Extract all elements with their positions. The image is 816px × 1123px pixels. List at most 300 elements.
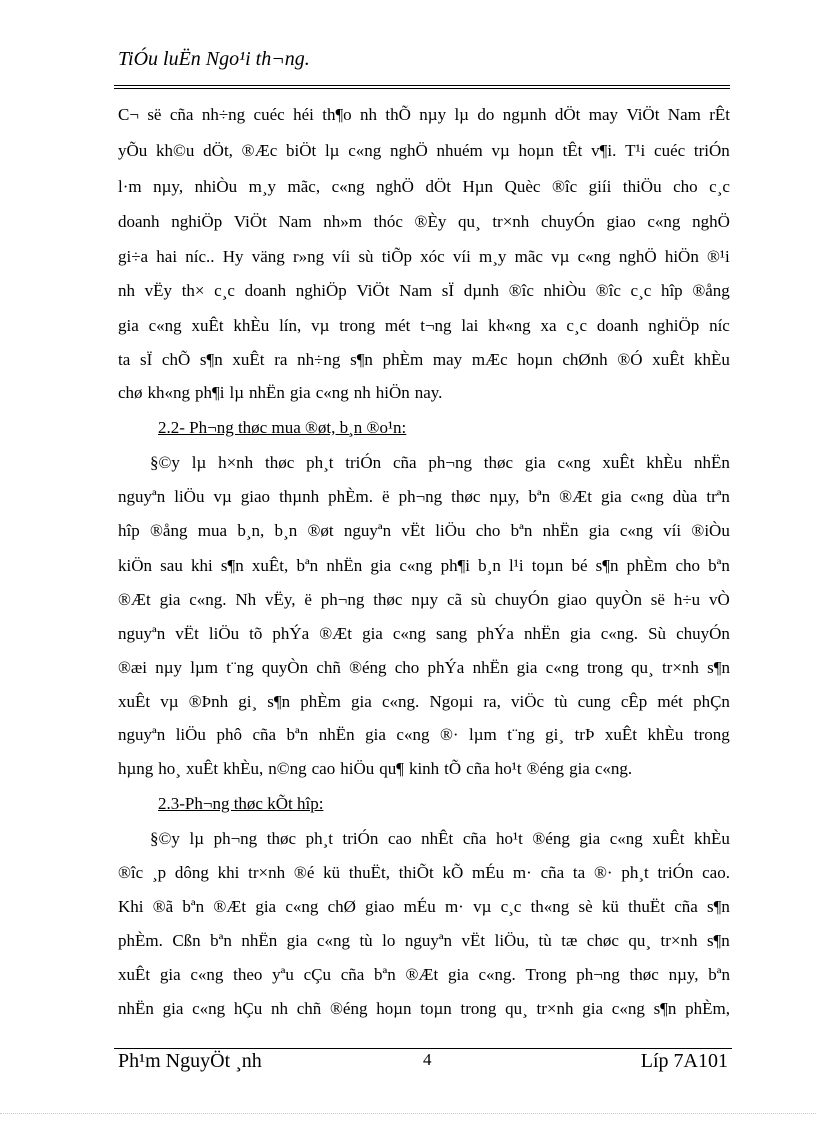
text-line [118, 485, 730, 509]
word: th«ng [530, 897, 570, 916]
word: m· [444, 897, 464, 916]
word: nhiÒu [543, 281, 587, 300]
word: vµ [473, 897, 492, 916]
word: ®Æt [559, 487, 592, 506]
word: lo [382, 931, 396, 950]
word: ®Æt [405, 965, 439, 984]
word: c¸c [566, 316, 588, 335]
word: Trong [525, 965, 567, 984]
word: nghiÖp [171, 212, 223, 231]
text-line [150, 827, 730, 851]
word: thÕ [385, 105, 411, 124]
word: c«ng. [600, 624, 639, 643]
word: cña [392, 453, 417, 472]
word: m¸y [248, 177, 276, 196]
word: c«ng. [478, 965, 516, 984]
word: liÖu [174, 487, 205, 506]
word: sù [358, 247, 374, 266]
word: s¶n [707, 897, 730, 916]
word: h×nh [218, 453, 254, 472]
word: giao [557, 590, 587, 609]
word: c«ng [647, 212, 681, 231]
word: c¸c [709, 177, 730, 196]
word: ®¹i [707, 247, 730, 266]
word: theo [233, 965, 263, 984]
word: c«ng [192, 999, 226, 1018]
word: cao. [702, 863, 730, 882]
word: ®Æt [118, 590, 151, 609]
word: c«ng [348, 141, 382, 160]
word: sÏ [441, 281, 455, 300]
word: ®îc [551, 177, 578, 196]
word: nh [353, 383, 371, 402]
word: kh©u [156, 141, 195, 160]
word: ®éng [526, 759, 565, 778]
word: doanh [596, 316, 639, 335]
word: hoµn [518, 141, 554, 160]
word: hoµn [376, 999, 412, 1018]
word: ®Ó [617, 350, 643, 369]
word: lµ [324, 141, 340, 160]
word: ®éng [330, 999, 368, 1018]
word: thøc [266, 829, 297, 848]
word: yªu [272, 965, 294, 984]
word: gi¸ [545, 725, 565, 744]
word: c«ng [315, 383, 349, 402]
word: ®Æc [241, 141, 278, 160]
word: víi [332, 247, 351, 266]
word: hoµn [517, 350, 553, 369]
word: lµ [191, 453, 207, 472]
word: khÈu [646, 453, 683, 472]
word: tæ [561, 931, 578, 950]
word: nh»m [323, 212, 362, 231]
word: tÕ [444, 759, 462, 778]
text-line [118, 690, 730, 714]
word: xuÊt [602, 453, 635, 472]
word: ®iÒu [691, 521, 730, 540]
word: vµ [551, 247, 570, 266]
word: l·m [118, 177, 142, 196]
word: mÉu [472, 863, 505, 882]
word: mÉu [403, 897, 436, 916]
word: khi [191, 556, 213, 575]
word: ®éng [532, 829, 570, 848]
word: bªn [528, 487, 551, 506]
word: sù [470, 590, 487, 609]
word: triÓn [342, 829, 379, 848]
word: nghÖ [376, 177, 414, 196]
word: c«ng [285, 897, 319, 916]
word: chuyÓn [494, 590, 549, 609]
word: ®Èy [414, 212, 447, 231]
word: tr×nh [661, 658, 699, 677]
text-line [118, 519, 730, 543]
word: c«ng [148, 316, 182, 335]
word: bªn [374, 965, 396, 984]
word: xuÊt [185, 759, 219, 778]
word: lµm [469, 725, 497, 744]
text-line [118, 554, 730, 578]
word: ®îc [595, 281, 621, 300]
word: ta [118, 350, 131, 369]
word: khÈu [233, 316, 270, 335]
word: hai [156, 247, 178, 266]
word: c«ng. [381, 692, 420, 711]
word: c«ng [190, 965, 224, 984]
word: thøc [483, 453, 514, 472]
text-line [118, 588, 730, 612]
word: mÆc [471, 350, 508, 369]
word: gia [362, 624, 383, 643]
word: cho [673, 177, 698, 196]
word: gi÷a [118, 247, 149, 266]
word: xuÊt [652, 350, 685, 369]
word: ®Æt [213, 897, 247, 916]
word: ho¸ [158, 759, 181, 778]
word: hiÖn [664, 247, 699, 266]
word: trong [460, 999, 497, 1018]
word: nhËn [241, 931, 278, 950]
word: biÖt [285, 141, 317, 160]
word: trong [693, 725, 730, 744]
word: nµy, [668, 965, 699, 984]
word: tÊt [562, 141, 583, 160]
word: ®æi [118, 658, 147, 677]
header-double-rule [114, 85, 730, 89]
word: chñ [296, 999, 322, 1018]
footer-class-label: Líp 7A101 [640, 1050, 728, 1072]
word: vµ [213, 487, 232, 506]
word: bªn [182, 897, 205, 916]
word: c¸c [630, 281, 652, 300]
word: r»ng [292, 247, 325, 266]
word: xuÊt [232, 350, 265, 369]
word: c«ng [545, 658, 579, 677]
word: kÕ [442, 863, 464, 882]
text-line [118, 861, 730, 885]
word: rÊt [709, 105, 730, 124]
word: khi [217, 863, 240, 882]
word: xa [540, 316, 557, 335]
word: sang [435, 624, 468, 643]
word: gia [600, 487, 622, 506]
word: Nam [667, 105, 701, 124]
word: nhËn [472, 658, 509, 677]
word: quyÒn [595, 590, 642, 609]
word: ph¬ng [398, 487, 443, 506]
word: liÖu [435, 521, 466, 540]
word: phÝa [477, 624, 514, 643]
word: hîp [660, 281, 683, 300]
word: nµy [411, 590, 439, 609]
word: kh«ng [147, 383, 191, 402]
word: ph¬ng [213, 829, 258, 848]
word: c¸c [214, 281, 235, 300]
page-header-title: TiÓu luËn Ngo¹i th¬ng. [118, 48, 310, 70]
word: gia [159, 590, 181, 609]
word: bªn [510, 521, 533, 540]
word: trong [339, 316, 376, 335]
word: thiÖu [622, 177, 662, 196]
word: nhËn [693, 453, 730, 472]
word: cña [252, 725, 277, 744]
word: s¶n [595, 556, 619, 575]
text-line [118, 348, 730, 372]
word: cuéc [654, 141, 686, 160]
word: gia [365, 725, 386, 744]
word: thøc [373, 590, 403, 609]
word: ®îc [118, 863, 144, 882]
word: t¨ng [226, 658, 254, 677]
footer-rule [114, 1048, 732, 1049]
word: ®Æt [319, 624, 353, 643]
word: tr×nh [536, 999, 574, 1018]
word: nh÷ng [201, 105, 246, 124]
word: chÕ [161, 350, 191, 369]
word: ViÖt [356, 281, 390, 300]
word: mua [197, 521, 228, 540]
word: trªn [706, 487, 730, 506]
word: thuËt [628, 897, 665, 916]
word: liÖu [175, 725, 206, 744]
word: ta [572, 863, 586, 882]
word: thuËt, [348, 863, 390, 882]
word: vËy [144, 281, 173, 300]
word: phô [216, 725, 242, 744]
word: nhÊt [421, 829, 454, 848]
word: triÓn [657, 863, 694, 882]
word: s¶n [707, 658, 730, 677]
word: bªn [210, 931, 232, 950]
word: qu¸ [631, 658, 654, 677]
word: toµn [531, 556, 564, 575]
word: xuÊt [652, 829, 685, 848]
word: th× [181, 281, 205, 300]
word: kinh [408, 759, 440, 778]
word: vËy, [265, 590, 296, 609]
word: §©y [150, 829, 180, 848]
word: níc [709, 316, 730, 335]
word: víi [452, 247, 471, 266]
word: chø [118, 383, 143, 402]
word: §©y [150, 453, 180, 472]
word: do [477, 105, 495, 124]
word: nay. [414, 383, 443, 402]
word: bªn [286, 725, 309, 744]
word: s¶n [350, 350, 373, 369]
word: ®· [593, 863, 613, 882]
word: lai [461, 316, 479, 335]
word: ph¸t [306, 453, 334, 472]
word: gia [289, 383, 311, 402]
word: Hy [222, 247, 244, 266]
word: ph¬ng [320, 590, 365, 609]
word: cho [394, 658, 420, 677]
word: Nh [235, 590, 257, 609]
word: yÕu [118, 141, 148, 160]
word: dÖt [425, 177, 451, 196]
word: cao [387, 829, 412, 848]
word: c«ng [316, 931, 350, 950]
text-line [118, 997, 730, 1021]
word: mét [657, 692, 683, 711]
text-line [118, 381, 730, 405]
word: vËt [461, 931, 486, 950]
word: vËt [401, 521, 425, 540]
word: së [650, 590, 665, 609]
text-line [118, 963, 730, 987]
word: t¬ng [420, 316, 452, 335]
word: ®îc [508, 281, 534, 300]
page-number: 4 [423, 1050, 432, 1069]
word: c«ng [577, 247, 611, 266]
word: gia [447, 965, 469, 984]
word: tr×nh [248, 863, 286, 882]
word: kiÖn [118, 556, 152, 575]
word: nguyªn [343, 521, 392, 540]
word: xuÊt [191, 316, 224, 335]
word: c«ng [399, 556, 433, 575]
word: c«ng. [594, 759, 633, 778]
word: tr×nh [660, 931, 698, 950]
word: phÝa [272, 624, 310, 643]
word: c¸c [500, 897, 522, 916]
word: lµ [454, 105, 469, 124]
word: cao [311, 759, 336, 778]
word: gia [118, 316, 139, 335]
word: níc.. [185, 247, 215, 266]
footer-author: Ph¹m NguyÖt ¸nh [118, 1050, 262, 1072]
word: ®Þnh [188, 692, 229, 711]
word: bé [571, 556, 588, 575]
word: khÈu [694, 829, 730, 848]
word: nhËn [318, 725, 355, 744]
word: hµng [118, 759, 154, 778]
word: t¨ng [507, 725, 535, 744]
word: ra, [483, 692, 501, 711]
word: thµnh [279, 487, 320, 506]
word: vµ [311, 316, 330, 335]
section-heading-2-3: 2.3-Ph¬ng thøc kÕt hîp: [158, 794, 324, 813]
word: gia [162, 999, 184, 1018]
word: nghiÖp [295, 281, 347, 300]
word: tiÕp [381, 247, 412, 266]
word: Nam [278, 212, 312, 231]
word: kh«ng [488, 316, 531, 335]
word: ho¹t [495, 829, 523, 848]
word: ®é [293, 863, 315, 882]
word: chuyÓn [676, 624, 730, 643]
word: T¹i [625, 141, 646, 160]
word: thóc [373, 212, 403, 231]
word: phÈm [300, 692, 341, 711]
word: cho [475, 521, 501, 540]
word: qu¸ [458, 212, 481, 231]
word: xuÊt, [251, 556, 289, 575]
word: sau [160, 556, 183, 575]
word: cÊp [620, 692, 648, 711]
word: m¸y [479, 247, 507, 266]
text-line [118, 929, 730, 953]
word: lín, [279, 316, 302, 335]
word: b¸n, [237, 521, 265, 540]
word: hiÖn [375, 383, 410, 402]
word: gia [569, 624, 591, 643]
word: c«ng [557, 453, 591, 472]
text-line [118, 656, 730, 680]
text-line [118, 895, 730, 919]
text-line [118, 723, 730, 747]
word: c«ng [619, 521, 653, 540]
word: nh [118, 281, 135, 300]
word: giao [365, 897, 395, 916]
word: xuÊt [118, 965, 151, 984]
word: thøc [264, 453, 295, 472]
word: thøc [451, 487, 481, 506]
word: ViÖt [626, 105, 660, 124]
word: nguyªn [118, 725, 166, 744]
word: khÈu [694, 350, 730, 369]
word: c«ng [611, 999, 645, 1018]
word: v¶i. [591, 141, 617, 160]
word: gia [286, 931, 308, 950]
word: ®ång [692, 281, 730, 300]
word: nghiÖp [648, 316, 700, 335]
word: giíi [588, 177, 612, 196]
word: doanh [118, 212, 160, 231]
word: phÈm [382, 350, 424, 369]
word: cña [466, 759, 490, 778]
word: lµ [229, 383, 245, 402]
word: c«ng [331, 177, 365, 196]
word: qu¶ [379, 759, 404, 778]
word: bªn [708, 965, 730, 984]
word: nhËn [118, 999, 154, 1018]
word: ph¸t [305, 829, 333, 848]
section-heading-2-2: 2.2- Ph¬ng thøc mua ®øt, b¸n ®o¹n: [158, 418, 407, 437]
word: nhËn [249, 383, 285, 402]
word: gia [159, 965, 181, 984]
text-line [118, 622, 730, 646]
word: cña [340, 965, 365, 984]
word: gia [579, 829, 601, 848]
word: ph¸t [621, 863, 649, 882]
word: hÇu [233, 999, 263, 1018]
word: viÖc [511, 692, 545, 711]
word: chuyÓn [540, 212, 595, 231]
word: cho [675, 556, 700, 575]
word: nhËn [326, 556, 363, 575]
text-line [118, 103, 730, 127]
word: c«ng [396, 725, 430, 744]
word: dÖt, [203, 141, 233, 160]
word: gi¸ [238, 692, 258, 711]
word: ph¶i [440, 556, 470, 575]
word: gia [351, 692, 372, 711]
word: Hµn [462, 177, 494, 196]
word: h÷u [673, 590, 701, 609]
word: cuéc [253, 105, 285, 124]
word: nh [271, 999, 288, 1018]
word: nh÷ng [297, 350, 341, 369]
word: nghÖ [389, 141, 428, 160]
word: ë [382, 487, 390, 506]
word: dùa [672, 487, 698, 506]
word: gia [569, 759, 590, 778]
word: qu¸ [505, 999, 528, 1018]
word: tù [359, 931, 373, 950]
